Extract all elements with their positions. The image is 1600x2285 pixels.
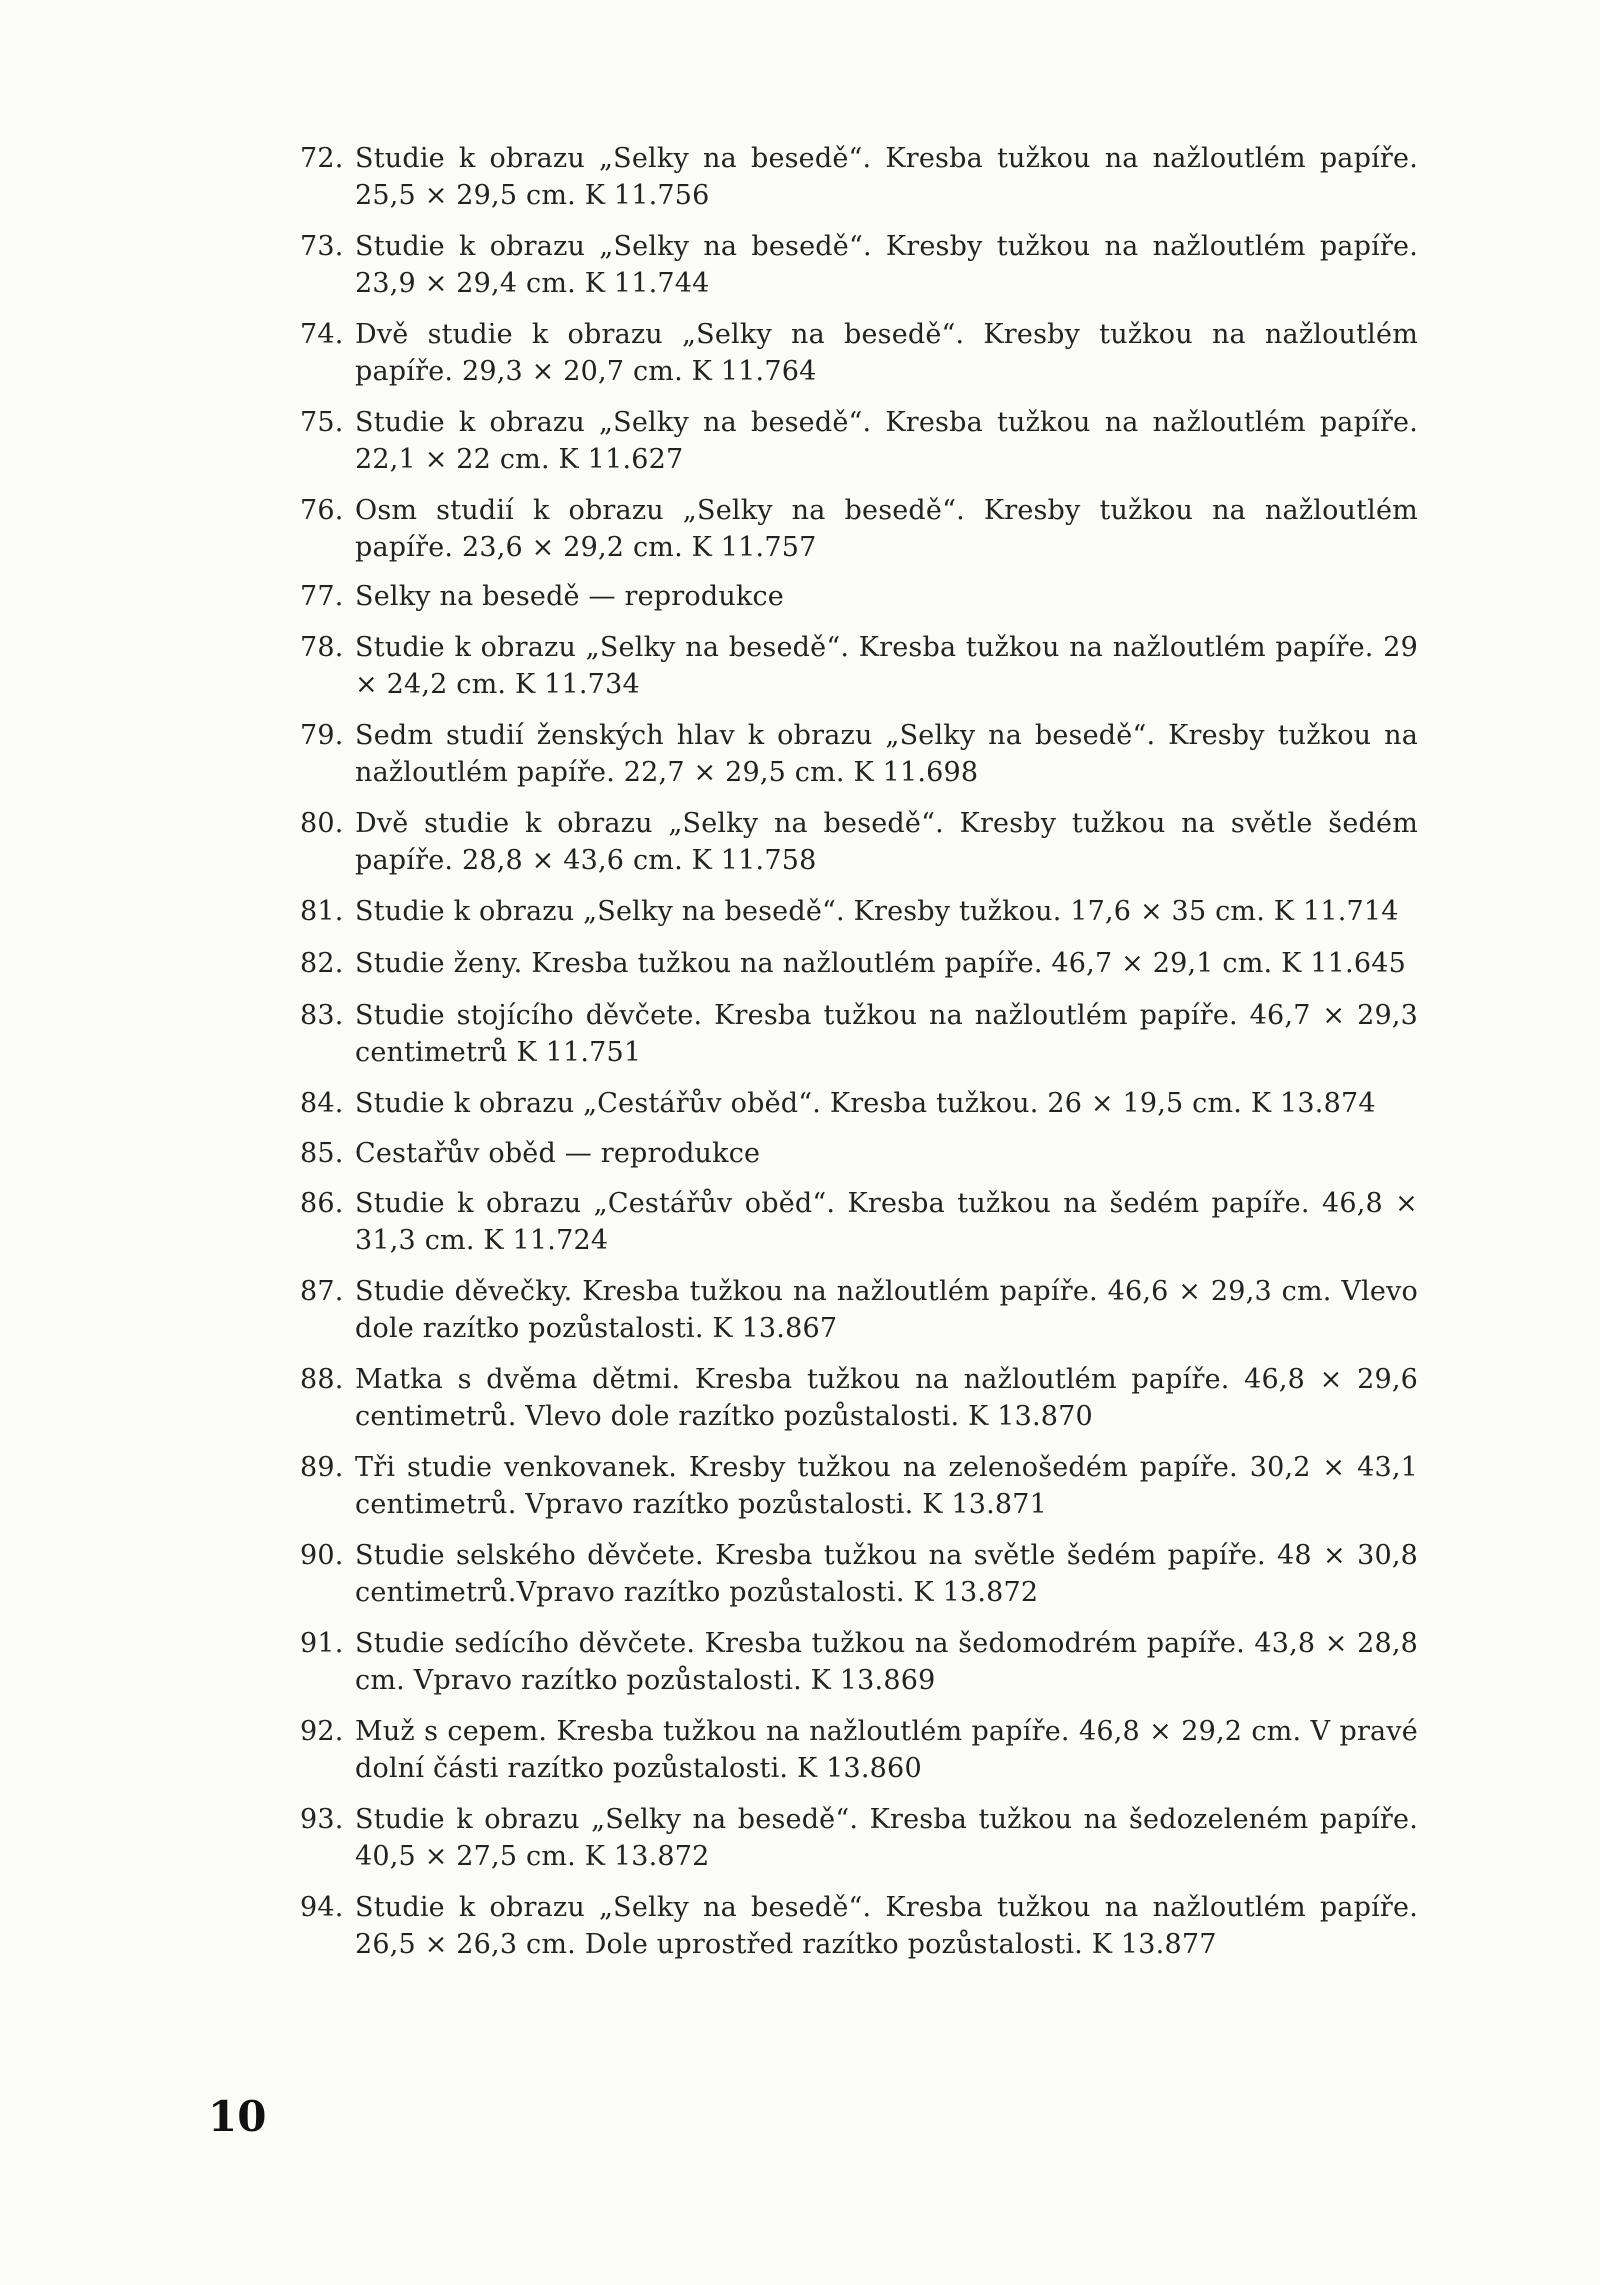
catalog-entry-78	[300, 629, 1418, 703]
entry-text: Studie k obrazu „Selky na besedě“. Kresba tužkou na nažloutlém papíře. 22,1 × 22 cm. K 11.627	[355, 407, 1418, 475]
catalog-entry-90	[300, 1537, 1418, 1611]
catalog-entry-84	[300, 1085, 1418, 1122]
catalog-entry-92	[300, 1713, 1418, 1787]
entry-text: Sedm studií ženských hlav k obrazu „Selky na besedě“. Kresby tužkou na nažloutlém papíře. 22,7 × 29,5 cm. K 11.698	[355, 720, 1418, 788]
catalog-entry-89	[300, 1449, 1418, 1523]
page-number: 10	[208, 2092, 267, 2141]
entry-number: 86.	[300, 1188, 344, 1219]
catalog-entry-86	[300, 1185, 1418, 1259]
entry-number: 87.	[300, 1276, 344, 1307]
entry-text: Studie ženy. Kresba tužkou na nažloutlém papíře. 46,7 × 29,1 cm. K 11.645	[355, 948, 1406, 979]
entry-text: Studie k obrazu „Selky na besedě“. Kresba tužkou na šedozeleném papíře. 40,5 × 27,5 cm. K 13.872	[355, 1804, 1418, 1872]
catalog-entry-77	[300, 578, 1418, 615]
catalog-entry-87	[300, 1273, 1418, 1347]
entry-number: 88.	[300, 1364, 344, 1395]
catalog-entry-94	[300, 1889, 1418, 1963]
entry-number: 73.	[300, 231, 344, 262]
entry-number: 92.	[300, 1716, 344, 1747]
entry-number: 93.	[300, 1804, 344, 1835]
entry-text: Dvě studie k obrazu „Selky na besedě“. Kresby tužkou na nažloutlém papíře. 29,3 × 20,7 cm. K 11.764	[355, 319, 1418, 387]
entry-text: Matka s dvěma dětmi. Kresba tužkou na nažloutlém papíře. 46,8 × 29,6 centimetrů. Vlevo dole razítko pozůstalosti. K 13.870	[355, 1364, 1418, 1432]
entry-number: 90.	[300, 1540, 344, 1571]
catalog-entry-76	[300, 492, 1418, 566]
catalog-entry-93	[300, 1801, 1418, 1875]
entry-text: Studie k obrazu „Selky na besedě“. Kresby tužkou. 17,6 × 35 cm. K 11.714	[355, 896, 1399, 927]
catalog-entry-81	[300, 893, 1418, 930]
entry-number: 76.	[300, 495, 344, 526]
entry-number: 82.	[300, 948, 344, 979]
entry-text: Studie k obrazu „Selky na besedě“. Kresby tužkou na nažloutlém papíře. 23,9 × 29,4 cm. K 11.744	[355, 231, 1418, 299]
entry-number: 72.	[300, 143, 344, 174]
catalog-entry-79	[300, 717, 1418, 791]
entry-text: Studie selského děvčete. Kresba tužkou na světle šedém papíře. 48 × 30,8 centimetrů.Vpravo razítko pozůstalosti. K 13.872	[355, 1540, 1418, 1608]
entry-number: 89.	[300, 1452, 344, 1483]
entry-text: Osm studií k obrazu „Selky na besedě“. Kresby tužkou na nažloutlém papíře. 23,6 × 29,2 cm. K 11.757	[355, 495, 1418, 563]
entry-number: 84.	[300, 1088, 344, 1119]
entry-number: 85.	[300, 1138, 344, 1169]
entry-text: Studie k obrazu „Selky na besedě“. Kresba tužkou na nažloutlém papíře. 29 × 24,2 cm. K 11.734	[355, 632, 1418, 700]
entry-text: Cestařův oběd — reprodukce	[355, 1138, 761, 1169]
entry-text: Dvě studie k obrazu „Selky na besedě“. Kresby tužkou na světle šedém papíře. 28,8 × 43,6 cm. K 11.758	[355, 808, 1418, 876]
entry-number: 75.	[300, 407, 344, 438]
catalog-entry-74	[300, 316, 1418, 390]
entry-number: 81.	[300, 896, 344, 927]
catalog-entry-82	[300, 945, 1418, 982]
entry-number: 74.	[300, 319, 344, 350]
entry-text: Studie sedícího děvčete. Kresba tužkou na šedomodrém papíře. 43,8 × 28,8 cm. Vpravo razítko pozůstalosti. K 13.869	[355, 1628, 1418, 1696]
catalog-entry-80	[300, 805, 1418, 879]
catalog-list	[300, 140, 1418, 1963]
entry-number: 78.	[300, 632, 344, 663]
entry-text: Studie děvečky. Kresba tužkou na nažloutlém papíře. 46,6 × 29,3 cm. Vlevo dole razítko pozůstalosti. K 13.867	[355, 1276, 1418, 1344]
entry-text: Studie k obrazu „Selky na besedě“. Kresba tužkou na nažloutlém papíře. 26,5 × 26,3 cm. Dole uprostřed razítko pozůstalosti. K 13.877	[355, 1892, 1418, 1960]
catalog-entry-75	[300, 404, 1418, 478]
entry-text: Studie k obrazu „Cestářův oběd“. Kresba tužkou. 26 × 19,5 cm. K 13.874	[355, 1088, 1376, 1119]
catalog-entry-72	[300, 140, 1418, 214]
entry-number: 91.	[300, 1628, 344, 1659]
entry-number: 80.	[300, 808, 344, 839]
entry-text: Studie k obrazu „Cestářův oběd“. Kresba tužkou na šedém papíře. 46,8 × 31,3 cm. K 11.724	[355, 1188, 1418, 1256]
entry-text: Muž s cepem. Kresba tužkou na nažloutlém papíře. 46,8 × 29,2 cm. V pravé dolní části razítko pozůstalosti. K 13.860	[355, 1716, 1418, 1784]
catalog-entry-91	[300, 1625, 1418, 1699]
catalog-entry-85	[300, 1135, 1418, 1172]
entry-number: 77.	[300, 581, 344, 612]
entry-text: Selky na besedě — reprodukce	[355, 581, 784, 612]
entry-number: 83.	[300, 1000, 344, 1031]
catalog-entry-73	[300, 228, 1418, 302]
entry-text: Studie stojícího děvčete. Kresba tužkou na nažloutlém papíře. 46,7 × 29,3 centimetrů K 11.751	[355, 1000, 1418, 1068]
entry-number: 79.	[300, 720, 344, 751]
entry-number: 94.	[300, 1892, 344, 1923]
entry-text: Tři studie venkovanek. Kresby tužkou na zelenošedém papíře. 30,2 × 43,1 centimetrů. Vpravo razítko pozůstalosti. K 13.871	[355, 1452, 1418, 1520]
entry-text: Studie k obrazu „Selky na besedě“. Kresba tužkou na nažloutlém papíře. 25,5 × 29,5 cm. K 11.756	[355, 143, 1418, 211]
catalog-entry-88	[300, 1361, 1418, 1435]
catalog-entry-83	[300, 997, 1418, 1071]
